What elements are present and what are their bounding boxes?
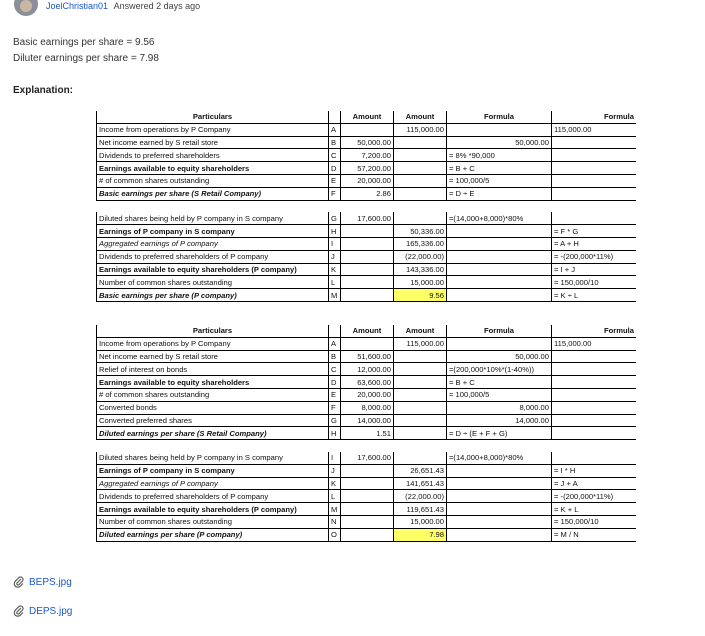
- table-cell: (22,000.00): [394, 490, 447, 503]
- table-cell: [552, 136, 637, 149]
- table-cell: 50,000.00: [447, 350, 552, 363]
- table-cell: 115,000.00: [394, 337, 447, 350]
- table-cell: F: [329, 187, 341, 200]
- table-cell: [341, 515, 394, 528]
- table-cell: 7,200.00: [341, 149, 394, 162]
- table-cell: Converted bonds: [97, 401, 329, 414]
- table-cell: = 150,000/10: [552, 515, 637, 528]
- table-cell: Amount: [394, 325, 447, 337]
- table-cell: [447, 515, 552, 528]
- table-cell: Income from operations by P Company: [97, 337, 329, 350]
- basic-eps-result: Basic earnings per share = 9.56: [13, 37, 155, 48]
- table-cell: [394, 212, 447, 224]
- table-cell: = D ÷ (E + F + G): [447, 427, 552, 440]
- table-cell: [394, 388, 447, 401]
- table-cell: = D ÷ E: [447, 187, 552, 200]
- attachment-link[interactable]: BEPS.jpg: [29, 576, 72, 588]
- table-cell: 1.51: [341, 427, 394, 440]
- table-cell: 20,000.00: [341, 174, 394, 187]
- table-cell: [552, 162, 637, 175]
- table-cell: = -(200,000*11%): [552, 250, 637, 263]
- table-cell: Basic earnings per share (P company): [97, 289, 329, 302]
- table-cell: [394, 162, 447, 175]
- table-cell: Earnings of P company in S company: [97, 225, 329, 238]
- table-cell: 115,000.00: [552, 123, 637, 136]
- table-cell: E: [329, 388, 341, 401]
- table-cell: 165,336.00: [394, 237, 447, 250]
- diluted-eps-table: [96, 325, 636, 542]
- table-cell: Amount: [341, 325, 394, 337]
- table-cell: 50,336.00: [394, 225, 447, 238]
- table-cell: Diluted shares being held by P company in S company: [97, 212, 329, 224]
- table-cell: [552, 414, 637, 427]
- table-cell: Dividends to preferred shareholders: [97, 149, 329, 162]
- table-cell: Diluted earnings per share (P company): [97, 528, 329, 541]
- table-cell: I: [329, 237, 341, 250]
- table-row: [97, 123, 637, 136]
- table-cell: 14,000.00: [447, 414, 552, 427]
- table-cell: Earnings available to equity shareholders (P company): [97, 263, 329, 276]
- table-cell: Relief of interest on bonds: [97, 363, 329, 376]
- basic-eps-table: [96, 111, 636, 302]
- table-cell: Diluted earnings per share (S Retail Company): [97, 427, 329, 440]
- table-cell: Aggregated earnings of P company: [97, 477, 329, 490]
- table-row: [97, 528, 637, 541]
- table-cell: [329, 111, 341, 123]
- table-cell: 115,000.00: [394, 123, 447, 136]
- table-cell: = I * H: [552, 464, 637, 477]
- table-cell: 63,600.00: [341, 376, 394, 389]
- table-row: [97, 477, 637, 490]
- table-cell: [552, 452, 637, 464]
- table-cell: Formula: [447, 325, 552, 337]
- table-cell: # of common shares outstanding: [97, 388, 329, 401]
- table-cell: H: [329, 225, 341, 238]
- table-cell: Amount: [394, 111, 447, 123]
- diluted-eps-result: Diluter earnings per share = 7.98: [13, 53, 159, 64]
- table-cell: 14,000.00: [341, 414, 394, 427]
- table-cell: =(14,000+8,000)*80%: [447, 212, 552, 224]
- table-row: [97, 464, 637, 477]
- table-cell: =(14,000+8,000)*80%: [447, 452, 552, 464]
- table-row: [97, 136, 637, 149]
- table-cell: N: [329, 515, 341, 528]
- table-row: [97, 276, 637, 289]
- table-cell: 50,000.00: [341, 136, 394, 149]
- table-cell: [447, 263, 552, 276]
- table-cell: [447, 490, 552, 503]
- table-row: [97, 174, 637, 187]
- table-cell: 15,000.00: [394, 276, 447, 289]
- table-cell: O: [329, 528, 341, 541]
- table-cell: [447, 250, 552, 263]
- table-cell: G: [329, 212, 341, 224]
- table-cell: Amount: [341, 111, 394, 123]
- table-cell: K: [329, 263, 341, 276]
- attachment-link[interactable]: DEPS.jpg: [29, 605, 73, 617]
- table-cell: Net income earned by S retail store: [97, 350, 329, 363]
- table-row: [97, 490, 637, 503]
- table-cell: [447, 237, 552, 250]
- table-cell: [341, 250, 394, 263]
- table-cell: 143,336.00: [394, 263, 447, 276]
- answered-time: Answered 2 days ago: [113, 1, 201, 11]
- table-cell: 20,000.00: [341, 388, 394, 401]
- table-cell: C: [329, 149, 341, 162]
- table-cell: [341, 503, 394, 516]
- table-cell: [394, 174, 447, 187]
- table-cell: L: [329, 276, 341, 289]
- table-cell: F: [329, 401, 341, 414]
- paperclip-icon: [13, 605, 25, 617]
- table-row: [97, 388, 637, 401]
- table-cell: Particulars: [97, 111, 329, 123]
- table-row: [97, 289, 637, 302]
- table-cell: [341, 477, 394, 490]
- table-spacer: [97, 200, 637, 212]
- table-cell: G: [329, 414, 341, 427]
- table-cell: Basic earnings per share (S Retail Company): [97, 187, 329, 200]
- table-cell: [341, 289, 394, 302]
- table-cell: M: [329, 289, 341, 302]
- table-cell: L: [329, 490, 341, 503]
- table-cell: 15,000.00: [394, 515, 447, 528]
- table-row: [97, 350, 637, 363]
- table-cell: = -(200,000*11%): [552, 490, 637, 503]
- table-row: [97, 263, 637, 276]
- table-cell: = B + C: [447, 162, 552, 175]
- table-cell: 119,651.43: [394, 503, 447, 516]
- table-cell: = F * G: [552, 225, 637, 238]
- table-cell: [447, 289, 552, 302]
- table-cell: [447, 276, 552, 289]
- table-cell: 50,000.00: [447, 136, 552, 149]
- table-cell: (22,000.00): [394, 250, 447, 263]
- table-cell: = J + A: [552, 477, 637, 490]
- table-cell: Converted preferred shares: [97, 414, 329, 427]
- table-cell: 141,651.43: [394, 477, 447, 490]
- table-cell: Net income earned by S retail store: [97, 136, 329, 149]
- table-cell: = A + H: [552, 237, 637, 250]
- table-row: [97, 427, 637, 440]
- table-cell: = 8% *90,000: [447, 149, 552, 162]
- table-cell: [552, 388, 637, 401]
- table-cell: M: [329, 503, 341, 516]
- table-cell: Income from operations by P Company: [97, 123, 329, 136]
- paperclip-icon: [13, 576, 25, 588]
- explanation-heading: Explanation:: [13, 85, 74, 96]
- table-cell: [341, 237, 394, 250]
- table-row: [97, 503, 637, 516]
- table-cell: = K + L: [552, 503, 637, 516]
- table-cell: 8,000.00: [447, 401, 552, 414]
- table-cell: [341, 464, 394, 477]
- table-cell: B: [329, 350, 341, 363]
- table-cell: A: [329, 123, 341, 136]
- table-cell: 2.86: [341, 187, 394, 200]
- table-cell: [394, 149, 447, 162]
- attachment-beps[interactable]: [13, 576, 72, 588]
- table-cell: [394, 401, 447, 414]
- table-header-row: [97, 111, 637, 123]
- table-cell: B: [329, 136, 341, 149]
- table-cell: [394, 414, 447, 427]
- table-header-row: [97, 325, 637, 337]
- table-cell: [341, 276, 394, 289]
- table-cell: Earnings available to equity shareholders: [97, 162, 329, 175]
- table-cell: Number of common shares outstanding: [97, 515, 329, 528]
- table-cell: [329, 325, 341, 337]
- table-cell: Dividends to preferred shareholders of P company: [97, 250, 329, 263]
- table-cell: 17,600.00: [341, 212, 394, 224]
- table-cell: 8,000.00: [341, 401, 394, 414]
- table-cell: 115,000.00: [552, 337, 637, 350]
- answer-meta: [46, 1, 200, 11]
- table-cell: [552, 212, 637, 224]
- table-cell: [394, 187, 447, 200]
- table-cell: [341, 528, 394, 541]
- table-cell: [447, 225, 552, 238]
- table-cell: J: [329, 464, 341, 477]
- table-cell: Earnings of P company in S company: [97, 464, 329, 477]
- table-cell: E: [329, 174, 341, 187]
- table-cell: [341, 123, 394, 136]
- table-cell: [552, 401, 637, 414]
- table-cell: [447, 337, 552, 350]
- table-cell: D: [329, 162, 341, 175]
- table-cell: [341, 490, 394, 503]
- table-cell: [447, 464, 552, 477]
- table-row: [97, 401, 637, 414]
- table-cell: I: [329, 452, 341, 464]
- table-row: [97, 187, 637, 200]
- table-cell: [394, 427, 447, 440]
- author-link[interactable]: JoelChristian01: [46, 1, 109, 11]
- table-cell: C: [329, 363, 341, 376]
- table-row: [97, 376, 637, 389]
- table-cell: Formula: [552, 111, 637, 123]
- table-cell: [394, 136, 447, 149]
- table-cell: Earnings available to equity shareholders: [97, 376, 329, 389]
- table-cell: A: [329, 337, 341, 350]
- table-cell: [394, 350, 447, 363]
- table-cell: Formula: [552, 325, 637, 337]
- table-row: [97, 149, 637, 162]
- table-cell: = K ÷ L: [552, 289, 637, 302]
- table-cell: 57,200.00: [341, 162, 394, 175]
- table-cell: [394, 376, 447, 389]
- table-row: [97, 250, 637, 263]
- table-cell: 7.98: [394, 528, 447, 541]
- table-cell: [447, 123, 552, 136]
- table-row: [97, 225, 637, 238]
- table-row: [97, 162, 637, 175]
- table-cell: # of common shares outstanding: [97, 174, 329, 187]
- table-cell: 9.56: [394, 289, 447, 302]
- table-cell: [394, 452, 447, 464]
- table-cell: J: [329, 250, 341, 263]
- table-cell: [341, 225, 394, 238]
- attachment-deps[interactable]: [13, 605, 72, 617]
- table-cell: [447, 528, 552, 541]
- table-row: [97, 515, 637, 528]
- table-cell: [341, 263, 394, 276]
- table-cell: = B + C: [447, 376, 552, 389]
- table-cell: [552, 376, 637, 389]
- table-row: [97, 452, 637, 464]
- table-cell: 12,000.00: [341, 363, 394, 376]
- table-cell: Earnings available to equity shareholders (P company): [97, 503, 329, 516]
- table-cell: [552, 363, 637, 376]
- table-cell: = 150,000/10: [552, 276, 637, 289]
- table-cell: K: [329, 477, 341, 490]
- table-cell: = 100,000/5: [447, 388, 552, 401]
- table-cell: = 100,000/5: [447, 174, 552, 187]
- table-cell: Number of common shares outstanding: [97, 276, 329, 289]
- table-row: [97, 337, 637, 350]
- table-row: [97, 363, 637, 376]
- table-cell: D: [329, 376, 341, 389]
- table-cell: Diluted shares being held by P company in S company: [97, 452, 329, 464]
- table-cell: [552, 149, 637, 162]
- table-row: [97, 237, 637, 250]
- table-cell: [394, 363, 447, 376]
- avatar[interactable]: [14, 0, 38, 16]
- table-cell: [447, 477, 552, 490]
- table-cell: 26,651.43: [394, 464, 447, 477]
- table-cell: [552, 174, 637, 187]
- table-row: [97, 414, 637, 427]
- table-cell: 17,600.00: [341, 452, 394, 464]
- table-spacer: [97, 440, 637, 452]
- table-cell: Aggregated earnings of P company: [97, 237, 329, 250]
- table-row: [97, 212, 637, 224]
- table-cell: = M / N: [552, 528, 637, 541]
- table-cell: = I + J: [552, 263, 637, 276]
- table-cell: Dividends to preferred shareholders of P company: [97, 490, 329, 503]
- table-cell: Formula: [447, 111, 552, 123]
- table-cell: =(200,000*10%*(1-40%)): [447, 363, 552, 376]
- table-cell: [552, 187, 637, 200]
- table-cell: [552, 350, 637, 363]
- table-cell: 51,600.00: [341, 350, 394, 363]
- table-cell: [552, 427, 637, 440]
- table-cell: Particulars: [97, 325, 329, 337]
- table-cell: [341, 337, 394, 350]
- table-cell: H: [329, 427, 341, 440]
- table-cell: [447, 503, 552, 516]
